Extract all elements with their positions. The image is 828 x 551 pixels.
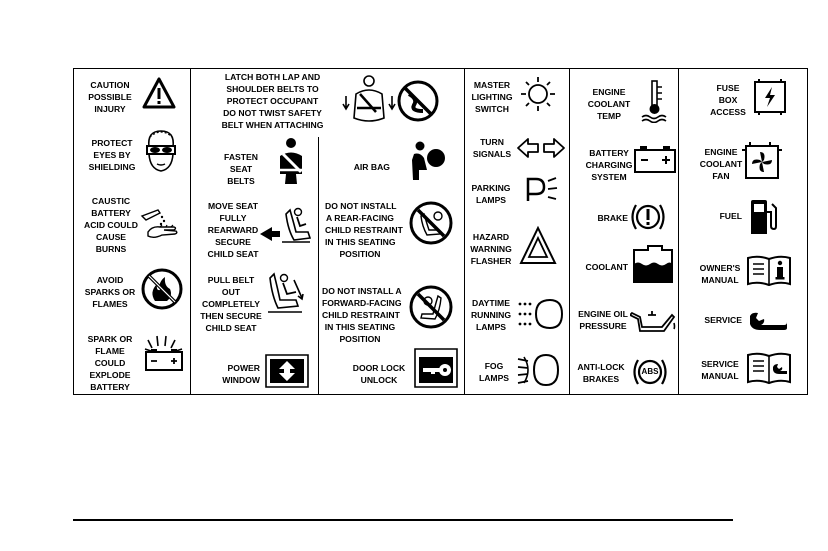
- airbag-icon: [410, 140, 446, 182]
- power-window-icon: [264, 351, 310, 389]
- service-manual-label: SERVICE MANUAL: [701, 359, 739, 381]
- abs-badge-text: ABS: [641, 367, 659, 376]
- latch-belts-label: LATCH BOTH LAP AND SHOULDER BELTS TO PROTECT OCCUPANT DO NOT TWIST SAFETY BELT WHEN ATTACHING: [221, 72, 324, 130]
- caution-label: CAUTION POSSIBLE INJURY: [88, 80, 132, 114]
- door-lock-key-icon: [413, 347, 459, 389]
- coolant-label: COOLANT: [585, 262, 628, 272]
- spark-flame-label: SPARK OR FLAME COULD EXPLODE BATTERY: [87, 334, 133, 392]
- lighting-sun-icon: [519, 75, 557, 113]
- owners-manual-label: OWNER'S MANUAL: [699, 263, 741, 285]
- protect-eyes-label: PROTECT EYES BY SHIELDING: [88, 138, 136, 172]
- fuse-box-icon: [752, 79, 788, 115]
- no-rear-facing-seat-icon: [408, 200, 454, 246]
- service-manual-book-icon: [746, 351, 792, 385]
- coolant-thermometer-icon: [640, 79, 670, 123]
- acid-hand-icon: [140, 206, 182, 242]
- column-divider: [464, 69, 465, 394]
- inner-divider: [318, 137, 319, 394]
- pull-belt-label: PULL BELT OUT COMPLETELY THEN SECURE CHILD SEAT: [200, 275, 262, 333]
- column-divider: [569, 69, 570, 394]
- no-rear-facing-label: DO NOT INSTALL A REAR-FACING CHILD RESTRAINT IN THIS SEATING POSITION: [325, 201, 403, 259]
- battery-explode-icon: [142, 334, 186, 374]
- door-lock-label: DOOR LOCK UNLOCK: [352, 363, 406, 385]
- avoid-sparks-label: AVOID SPARKS OR FLAMES: [84, 275, 136, 309]
- footer-rule: [73, 519, 733, 521]
- no-forward-facing-label: DO NOT INSTALL A FORWARD-FACING CHILD RESTRAINT IN THIS SEATING POSITION: [322, 286, 402, 344]
- oil-can-icon: [630, 305, 676, 335]
- fuel-label: FUEL: [719, 211, 742, 221]
- no-twist-belt-icon: [396, 79, 440, 123]
- goggles-face-icon: [142, 127, 180, 175]
- turn-signal-arrows-icon: [516, 136, 566, 160]
- latch-belt-person-icon: [342, 74, 396, 126]
- daytime-running-lamp-icon: [516, 296, 564, 332]
- battery-icon: [632, 144, 678, 174]
- fog-lamp-icon: [516, 351, 560, 389]
- battery-charging-label: BATTERY CHARGING SYSTEM: [585, 148, 633, 182]
- seat-belt-icon: [270, 136, 312, 188]
- fuse-box-label: FUSE BOX ACCESS: [710, 83, 746, 117]
- caustic-acid-label: CAUSTIC BATTERY ACID COULD CAUSE BURNS: [84, 196, 138, 254]
- coolant-fan-label: ENGINE COOLANT FAN: [699, 147, 743, 181]
- move-seat-rearward-icon: [260, 200, 312, 246]
- pull-belt-child-seat-icon: [266, 268, 308, 314]
- owners-manual-book-icon: [746, 254, 792, 286]
- abs-label: ANTI-LOCK BRAKES: [577, 362, 625, 384]
- fog-lamps-label: FOG LAMPS: [478, 361, 510, 383]
- brake-label: BRAKE: [597, 213, 628, 223]
- abs-warning-icon: [632, 354, 668, 390]
- parking-lamp-icon: [524, 175, 560, 205]
- oil-pressure-label: ENGINE OIL PRESSURE: [578, 309, 628, 331]
- parking-lamps-label: PARKING LAMPS: [471, 183, 511, 205]
- hazard-triangle-icon: [519, 226, 557, 266]
- service-label: SERVICE: [704, 315, 742, 325]
- drl-label: DAYTIME RUNNING LAMPS: [470, 298, 512, 332]
- no-flame-icon: [140, 267, 184, 311]
- no-forward-facing-seat-icon: [408, 284, 454, 330]
- fasten-belts-label: FASTEN SEAT BELTS: [224, 152, 258, 186]
- move-seat-label: MOVE SEAT FULLY REARWARD SECURE CHILD SEAT: [207, 201, 259, 259]
- master-lighting-label: MASTER LIGHTING SWITCH: [471, 80, 513, 114]
- wrench-icon: [748, 310, 788, 334]
- column-divider: [678, 69, 679, 394]
- turn-signals-label: TURN SIGNALS: [472, 137, 512, 159]
- column-divider: [190, 69, 191, 394]
- power-window-label: POWER WINDOW: [222, 363, 260, 385]
- coolant-reservoir-icon: [630, 242, 676, 284]
- radiator-fan-icon: [740, 140, 782, 180]
- fuel-pump-icon: [748, 198, 778, 236]
- air-bag-label: AIR BAG: [353, 162, 390, 172]
- warning-triangle-icon: [142, 76, 176, 110]
- brake-warning-icon: [630, 199, 666, 235]
- hazard-label: HAZARD WARNING FLASHER: [470, 232, 512, 266]
- coolant-temp-label: ENGINE COOLANT TEMP: [587, 87, 631, 121]
